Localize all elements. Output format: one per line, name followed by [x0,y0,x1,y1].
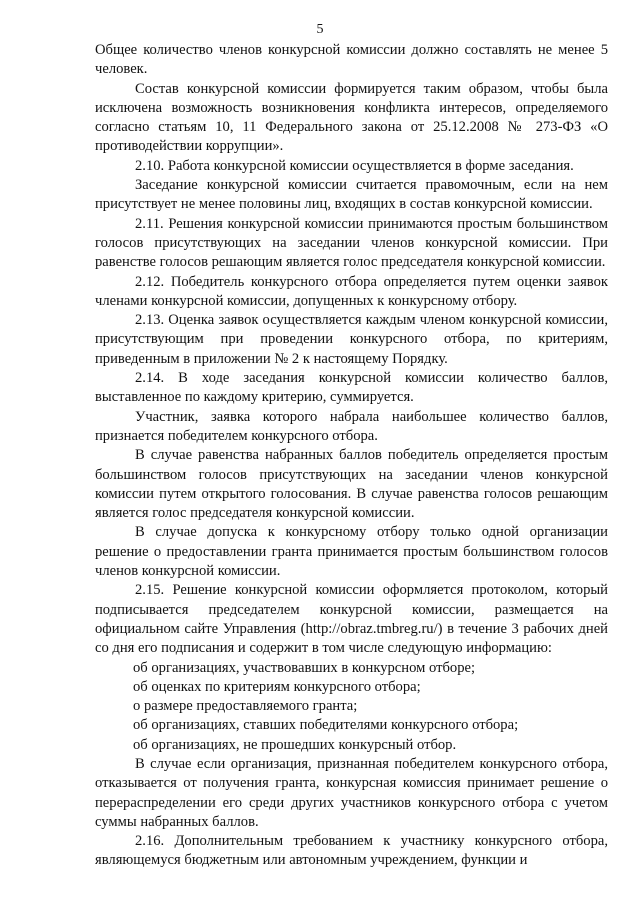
paragraph: Заседание конкурсной комиссии считается правомочным, если на нем присутствует не менее половины лиц, входящих в состав конкурсной комиссии. [95,177,608,213]
paragraph: 2.15. Решение конкурсной комиссии оформляется протоколом, который подписывается председателем конкурсной комиссии, размещается на официальном сайте Управления (http://obraz.tmbreg.ru/) в течение 3 рабочих дней со дня его подписания и содержит в том числе следующую информацию: [95,582,608,657]
list-item: об организациях, ставших победителями конкурсного отбора; [133,717,519,734]
paragraph: Участник, заявка которого набрала наибольшее количество баллов, признается победителем конкурсного отбора. [95,408,608,444]
paragraph: 2.16. Дополнительным требованием к участнику конкурсного отбора, являющемуся бюджетным или автономным учреждением, функции и [95,833,608,869]
paragraph: 2.13. Оценка заявок осуществляется каждым членом конкурсной комиссии, присутствующим при проведении конкурсного отбора, по критериям, приведенным в приложении № 2 к настоящему Порядку. [95,312,608,367]
paragraph: 2.10. Работа конкурсной комиссии осуществляется в форме заседания. [135,157,574,174]
list-item: об оценках по критериям конкурсного отбора; [133,678,421,695]
paragraph: В случае допуска к конкурсному отбору только одной организации решение о предоставлении гранта принимается простым большинством голосов членов конкурсной комиссии. [95,524,608,580]
paragraph: 2.11. Решения конкурсной комиссии принимаются простым большинством голосов присутствующих на заседании членов конкурсной комиссии. При равенстве голосов решающим является голос председателя конкурсной комиссии. [95,215,608,271]
list-item: о размере предоставляемого гранта; [133,698,358,715]
information-list [95,659,608,755]
list-item: об организациях, участвовавших в конкурсном отборе; [133,659,476,676]
list-item: об организациях, не прошедших конкурсный отбор. [133,736,457,753]
page-number: 5 [316,22,324,37]
document-body [95,41,608,871]
paragraph: Общее количество членов конкурсной комиссии должно составлять не менее 5 человек. [95,42,608,78]
paragraph: В случае если организация, признанная победителем конкурсного отбора, отказывается от получения гранта, конкурсная комиссия принимает решение о перераспределении его среди других участников конкурсного отбора с учетом суммы набранных баллов. [95,755,608,830]
paragraph: 2.12. Победитель конкурсного отбора определяется путем оценки заявок членами конкурсной комиссии, допущенных к конкурсному отбору. [95,273,608,309]
paragraph: 2.14. В ходе заседания конкурсной комиссии количество баллов, выставленное по каждому критерию, суммируется. [95,370,608,406]
paragraph: Состав конкурсной комиссии формируется таким образом, чтобы была исключена возможность возникновения конфликта интересов, определяемого согласно статьям 10, 11 Федерального закона от 25.12.2008 № 273-ФЗ «О противодействии коррупции». [95,80,608,155]
paragraph: В случае равенства набранных баллов победитель определяется простым большинством голосов присутствующих на заседании членов конкурсной комиссии путем открытого голосования. В случае равенства голосов решающим является голос председателя конкурсной комиссии. [95,447,608,522]
